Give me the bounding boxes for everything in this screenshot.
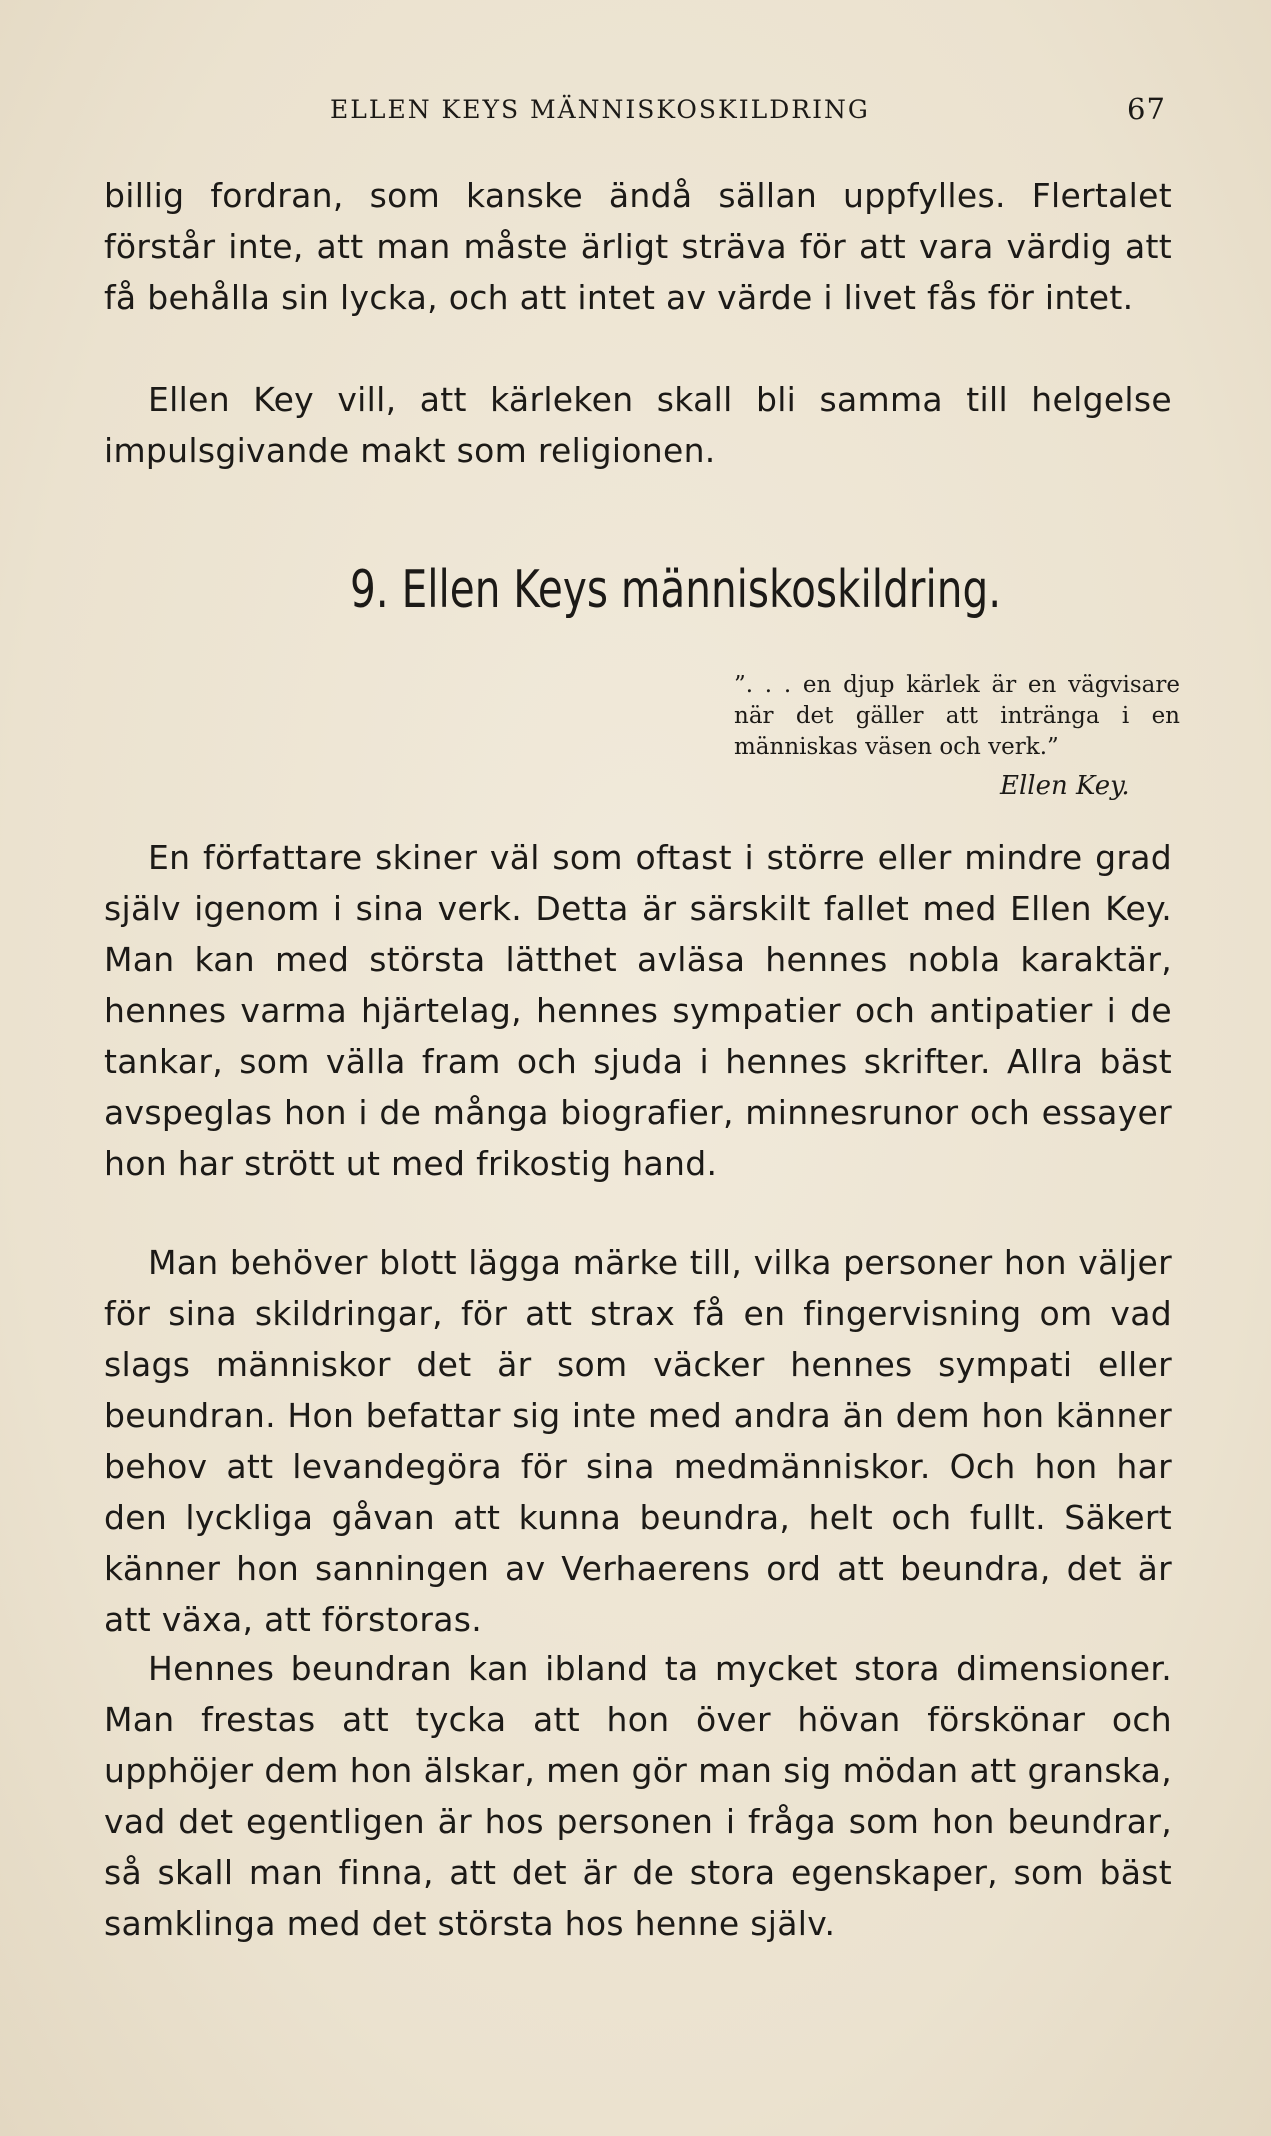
paragraph-block-1 bbox=[104, 170, 1172, 323]
paragraph: En författare skiner väl som oftast i större eller mindre grad själv igenom i sina verk. Detta är särskilt fallet med Ellen Key. Man kan med största lätthet avläsa hennes nobla karaktär, hennes varma hjärtelag, hennes sympatier och antipatier i de tankar, som välla fram och sjuda i hennes skrifter. Allra bäst avspeglas hon i de många biografier, minnesrunor och essayer hon har strött ut med frikostig hand. bbox=[104, 838, 1172, 1183]
paragraph: billig fordran, som kanske ändå sällan uppfylles. Flertalet förstår inte, att man måste ärligt sträva för att vara värdig att få behålla sin lycka, och att intet av värde i livet fås för intet. bbox=[104, 176, 1172, 317]
page-number: 67 bbox=[1127, 92, 1166, 126]
paragraph-block-3 bbox=[104, 832, 1172, 1189]
epigraph-author: Ellen Key. bbox=[1000, 771, 1130, 801]
epigraph-quote: ”. . . en djup kärlek är en vägvisare när det gäller att intränga i en människas väsen och verk.” bbox=[734, 672, 1180, 760]
running-head: ELLEN KEYS MÄNNISKOSKILDRING bbox=[330, 95, 870, 124]
paragraph-block-4 bbox=[104, 1237, 1172, 1645]
paragraph: Hennes beundran kan ibland ta mycket stora dimensioner. Man frestas att tycka att hon över hövan förskönar och upphöjer dem hon älskar, men gör man sig mödan att granska, vad det egentligen är hos personen i fråga som hon beundrar, så skall man finna, att det är de stora egenskaper, som bäst samklinga med det största hos henne själv. bbox=[104, 1649, 1172, 1943]
paragraph-block-5 bbox=[104, 1643, 1172, 1949]
section-heading: 9. Ellen Keys människoskildring. bbox=[350, 560, 1002, 620]
paragraph: Man behöver blott lägga märke till, vilka personer hon väljer för sina skildringar, för att strax få en fingervisning om vad slags människor det är som väcker hennes sympati eller beundran. Hon befattar sig inte med andra än dem hon känner behov att levandegöra för sina medmänniskor. Och hon har den lyckliga gåvan att kunna beundra, helt och fullt. Säkert känner hon sanningen av Verhaerens ord att beundra, det är att växa, att förstoras. bbox=[104, 1243, 1172, 1639]
paragraph: Ellen Key vill, att kärleken skall bli samma till helgelse impulsgivande makt som religionen. bbox=[104, 380, 1172, 470]
paragraph-block-2 bbox=[104, 374, 1172, 476]
